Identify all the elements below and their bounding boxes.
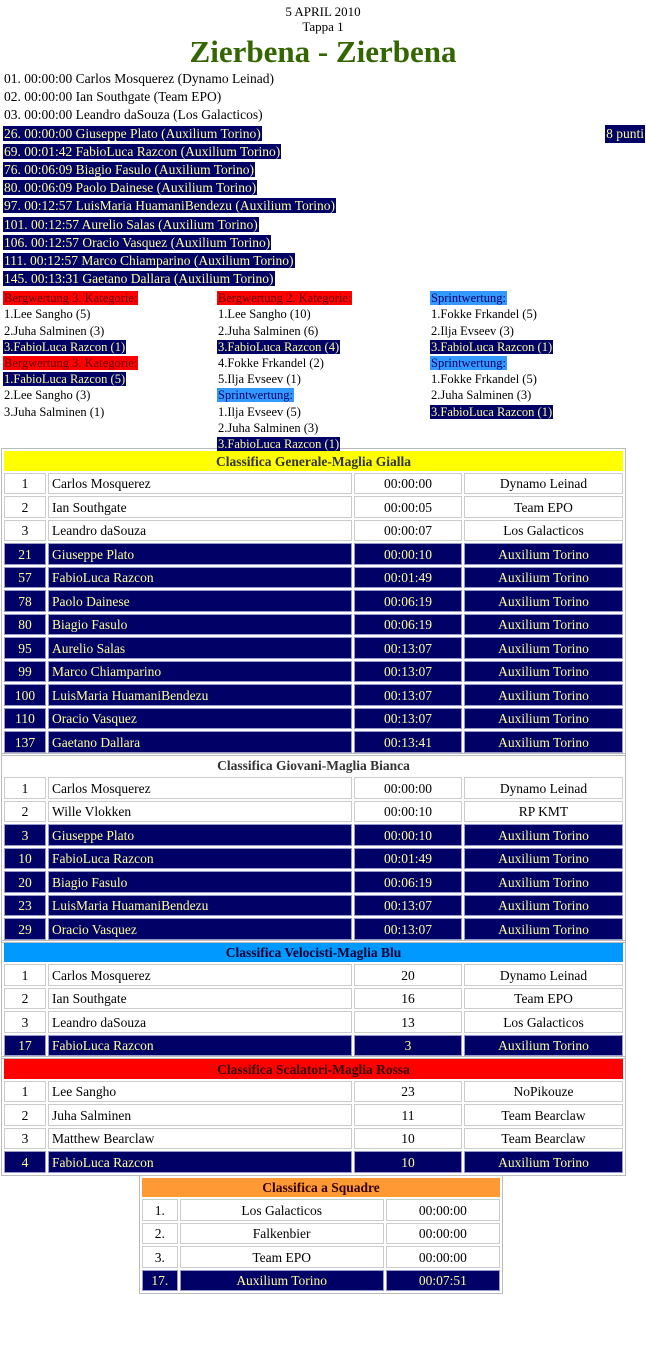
table-row: [4, 473, 623, 495]
table-row: [4, 1104, 623, 1126]
arrival-line: [3, 216, 646, 234]
value-cell: 00:00:10: [354, 543, 462, 565]
arrival-text: 69. 00:01:42 FabioLuca Razcon (Auxilium Torino): [4, 143, 281, 159]
kom-line: [430, 306, 642, 322]
team-cell: Auxilium Torino: [464, 918, 623, 940]
value-cell: 00:13:07: [354, 661, 462, 683]
kom-entry: 2.Juha Salminen (3): [4, 323, 105, 338]
rank-cell: 78: [4, 590, 46, 612]
rider-name-cell: FabioLuca Razcon: [48, 848, 352, 870]
team-cell: RP KMT: [464, 801, 623, 823]
value-cell: 00:13:07: [354, 684, 462, 706]
team-cell: Auxilium Torino: [464, 684, 623, 706]
kom-entry: 3.FabioLuca Razcon (4): [218, 339, 340, 354]
table-row: [142, 1246, 500, 1268]
rank-cell: 2.: [142, 1223, 178, 1245]
team-cell: Los Galacticos: [464, 520, 623, 542]
rider-name-cell: FabioLuca Razcon: [48, 1151, 352, 1173]
arrival-text: 03. 00:00:00 Leandro daSouza (Los Galacticos): [4, 107, 263, 123]
kom-entry: 1.Lee Sangho (5): [4, 307, 91, 322]
value-cell: 00:13:07: [354, 918, 462, 940]
table-row: [142, 1270, 500, 1292]
team-cell: Auxilium Torino: [180, 1270, 384, 1292]
rider-name-cell: Carlos Mosquerez: [48, 473, 352, 495]
value-cell: 00:13:41: [354, 731, 462, 753]
table-row: [4, 1128, 623, 1150]
team-cell: Auxilium Torino: [464, 895, 623, 917]
kom-entry: 2.Juha Salminen (6): [218, 323, 319, 338]
value-cell: 11: [354, 1104, 462, 1126]
rank-cell: 3: [4, 1011, 46, 1033]
value-cell: 16: [354, 988, 462, 1010]
rider-name-cell: Wille Vlokken: [48, 801, 352, 823]
kom-line: [3, 387, 215, 403]
classifica-velocisti-title: Classifica Velocisti-Maglia Blu: [4, 943, 623, 963]
team-cell: Dynamo Leinad: [464, 473, 623, 495]
rider-name-cell: Marco Chiamparino: [48, 661, 352, 683]
team-cell: Auxilium Torino: [464, 871, 623, 893]
arrival-text: 101. 00:12:57 Aurelio Salas (Auxilium Torino): [4, 216, 258, 232]
team-cell: Auxilium Torino: [464, 661, 623, 683]
table-row: [4, 567, 623, 589]
table-row: [4, 918, 623, 940]
intermediate-classifications: [3, 288, 646, 451]
kom-heading: Bergwertung 2. Kategorie:: [218, 291, 352, 306]
table-row: [4, 964, 623, 986]
kom-line: [217, 404, 429, 420]
kom-line: [430, 387, 642, 403]
kom-entry: 1.FabioLuca Razcon (5): [4, 372, 126, 387]
table-row: [4, 637, 623, 659]
table-row: [4, 895, 623, 917]
arrival-line: [3, 252, 646, 270]
team-cell: Auxilium Torino: [464, 731, 623, 753]
value-cell: 23: [354, 1081, 462, 1103]
kom-heading: Sprintwertung:: [431, 291, 506, 306]
rank-cell: 3: [4, 824, 46, 846]
team-cell: Auxilium Torino: [464, 1035, 623, 1057]
rider-name-cell: Carlos Mosquerez: [48, 964, 352, 986]
rank-cell: 3: [4, 1128, 46, 1150]
kom-line: [430, 371, 642, 387]
team-cell: Team Bearclaw: [464, 1128, 623, 1150]
rank-cell: 137: [4, 731, 46, 753]
rank-cell: 1: [4, 964, 46, 986]
table-row: [4, 684, 623, 706]
kom-heading: Bergwertung 3. Kategorie:: [4, 356, 138, 370]
team-cell: Los Galacticos: [464, 1011, 623, 1033]
kom-line: [217, 387, 429, 403]
kom-line: [3, 339, 215, 355]
kom-line: [217, 355, 429, 371]
classifica-velocisti-table: [1, 940, 626, 1060]
kom-line: [430, 355, 642, 371]
rank-cell: 2: [4, 801, 46, 823]
arrival-line: [3, 197, 646, 215]
rider-name-cell: LuisMaria HuamaniBendezu: [48, 895, 352, 917]
rider-name-cell: Oracio Vasquez: [48, 708, 352, 730]
kom-heading: Bergwertung 3. Kategorie:: [4, 291, 138, 306]
table-row: [4, 661, 623, 683]
classifica-giovani-table: [1, 753, 626, 943]
value-cell: 00:00:05: [354, 496, 462, 518]
rider-name-cell: Lee Sangho: [48, 1081, 352, 1103]
rank-cell: 10: [4, 848, 46, 870]
team-cell: Auxilium Torino: [464, 708, 623, 730]
kom-entry: 4.Fokke Frkandel (2): [218, 356, 324, 370]
kom-entry: 3.FabioLuca Razcon (1): [218, 436, 340, 451]
rank-cell: 2: [4, 1104, 46, 1126]
kom-entry: 3.FabioLuca Razcon (1): [4, 339, 126, 354]
kom-column-2: [217, 290, 429, 452]
kom-line: [3, 306, 215, 322]
value-cell: 00:06:19: [354, 871, 462, 893]
arrival-line: [3, 70, 646, 88]
kom-line: [430, 323, 642, 339]
arrival-line: [3, 106, 646, 124]
kom-entry: 3.FabioLuca Razcon (1): [431, 404, 553, 419]
rank-cell: 1: [4, 1081, 46, 1103]
table-row: [4, 731, 623, 753]
arrival-line: [3, 88, 646, 106]
value-cell: 00:06:19: [354, 590, 462, 612]
table-row: [4, 777, 623, 799]
rank-cell: 110: [4, 708, 46, 730]
value-cell: 00:13:07: [354, 895, 462, 917]
kom-line: [217, 323, 429, 339]
kom-entry: 1.Fokke Frkandel (5): [431, 307, 537, 322]
value-cell: 00:00:00: [354, 473, 462, 495]
value-cell: 10: [354, 1151, 462, 1173]
value-cell: 00:13:07: [354, 708, 462, 730]
kom-entry: 2.Juha Salminen (3): [431, 388, 532, 403]
team-cell: Falkenbier: [180, 1223, 384, 1245]
arrival-text: 26. 00:00:00 Giuseppe Plato (Auxilium Torino): [4, 125, 261, 141]
table-row: [4, 1151, 623, 1173]
kom-line: [430, 290, 642, 306]
kom-line: [3, 323, 215, 339]
value-cell: 00:00:00: [386, 1223, 500, 1245]
classifica-squadre-title: Classifica a Squadre: [142, 1178, 500, 1198]
arrival-text: 97. 00:12:57 LuisMaria HuamaniBendezu (Auxilium Torino): [4, 198, 336, 214]
arrival-text: 145. 00:13:31 Gaetano Dallara (Auxilium Torino): [4, 271, 274, 287]
value-cell: 00:00:10: [354, 801, 462, 823]
stage-arrivals: [3, 70, 646, 288]
value-cell: 00:06:19: [354, 614, 462, 636]
team-cell: Auxilium Torino: [464, 614, 623, 636]
kom-column-3: [430, 290, 642, 420]
classifica-scalatori-title: Classifica Scalatori-Maglia Rossa: [4, 1059, 623, 1079]
kom-heading: Sprintwertung:: [218, 388, 293, 403]
team-cell: Team EPO: [464, 496, 623, 518]
rider-name-cell: Carlos Mosquerez: [48, 777, 352, 799]
arrival-text: 80. 00:06:09 Paolo Dainese (Auxilium Torino): [4, 180, 257, 196]
team-cell: Team Bearclaw: [464, 1104, 623, 1126]
table-row: [4, 1035, 623, 1057]
table-row: [142, 1199, 500, 1221]
value-cell: 00:00:10: [354, 824, 462, 846]
kom-entry: 2.Juha Salminen (3): [218, 420, 319, 435]
rider-name-cell: Ian Southgate: [48, 496, 352, 518]
team-cell: Auxilium Torino: [464, 1151, 623, 1173]
rider-name-cell: Ian Southgate: [48, 988, 352, 1010]
team-cell: Dynamo Leinad: [464, 964, 623, 986]
rider-name-cell: LuisMaria HuamaniBendezu: [48, 684, 352, 706]
date: 5 APRIL 2010: [285, 4, 361, 19]
rider-name-cell: Biagio Fasulo: [48, 614, 352, 636]
rank-cell: 17: [4, 1035, 46, 1057]
kom-line: [3, 371, 215, 387]
kom-line: [217, 306, 429, 322]
rider-name-cell: Matthew Bearclaw: [48, 1128, 352, 1150]
rider-name-cell: Leandro daSouza: [48, 1011, 352, 1033]
stage-points: 8 punti: [606, 125, 644, 141]
rank-cell: 95: [4, 637, 46, 659]
value-cell: 00:00:00: [386, 1199, 500, 1221]
arrival-line: [3, 125, 646, 143]
table-row: [4, 1081, 623, 1103]
kom-entry: 5.Ilja Evseev (1): [218, 372, 301, 387]
rider-name-cell: Giuseppe Plato: [48, 824, 352, 846]
rider-name-cell: Giuseppe Plato: [48, 543, 352, 565]
table-row: [4, 801, 623, 823]
kom-entry: 3.FabioLuca Razcon (1): [431, 339, 553, 354]
team-cell: Auxilium Torino: [464, 567, 623, 589]
arrival-text: 111. 00:12:57 Marco Chiamparino (Auxilium Torino): [4, 252, 294, 268]
value-cell: 3: [354, 1035, 462, 1057]
kom-entry: 2.Ilja Evseev (3): [431, 323, 514, 338]
rider-name-cell: Oracio Vasquez: [48, 918, 352, 940]
arrival-text: 76. 00:06:09 Biagio Fasulo (Auxilium Torino): [4, 161, 255, 177]
rider-name-cell: Biagio Fasulo: [48, 871, 352, 893]
table-row: [142, 1223, 500, 1245]
team-cell: Team EPO: [464, 988, 623, 1010]
table-row: [4, 988, 623, 1010]
rank-cell: 1.: [142, 1199, 178, 1221]
value-cell: 00:01:49: [354, 567, 462, 589]
kom-line: [430, 404, 642, 420]
rank-cell: 1: [4, 473, 46, 495]
stage: Tappa 1: [302, 19, 344, 34]
arrival-line: [3, 161, 646, 179]
arrival-text: 106. 00:12:57 Oracio Vasquez (Auxilium Torino): [4, 234, 271, 250]
value-cell: 00:01:49: [354, 848, 462, 870]
table-row: [4, 1011, 623, 1033]
kom-entry: 1.Fokke Frkandel (5): [431, 372, 537, 387]
rank-cell: 99: [4, 661, 46, 683]
rank-cell: 20: [4, 871, 46, 893]
team-cell: Team EPO: [180, 1246, 384, 1268]
kom-line: [217, 371, 429, 387]
table-row: [4, 520, 623, 542]
value-cell: 00:00:00: [386, 1246, 500, 1268]
rank-cell: 4: [4, 1151, 46, 1173]
rank-cell: 2: [4, 496, 46, 518]
kom-line: [3, 404, 215, 420]
rider-name-cell: Aurelio Salas: [48, 637, 352, 659]
arrival-line: [3, 179, 646, 197]
rider-name-cell: Leandro daSouza: [48, 520, 352, 542]
arrival-text: 01. 00:00:00 Carlos Mosquerez (Dynamo Leinad): [4, 71, 274, 86]
kom-heading: Sprintwertung:: [431, 356, 506, 370]
kom-line: [430, 339, 642, 355]
rider-name-cell: FabioLuca Razcon: [48, 567, 352, 589]
value-cell: 00:00:00: [354, 777, 462, 799]
team-cell: Auxilium Torino: [464, 824, 623, 846]
kom-line: [217, 420, 429, 436]
classifica-squadre-table: [139, 1175, 503, 1295]
arrival-line: [3, 234, 646, 252]
table-row: [4, 708, 623, 730]
rank-cell: 3: [4, 520, 46, 542]
table-row: [4, 614, 623, 636]
classifica-generale-table: [1, 448, 626, 756]
table-row: [4, 824, 623, 846]
page-title: Zierbena - Zierbena: [189, 34, 457, 69]
rider-name-cell: Gaetano Dallara: [48, 731, 352, 753]
rider-name-cell: FabioLuca Razcon: [48, 1035, 352, 1057]
team-cell: NoPikouze: [464, 1081, 623, 1103]
rider-name-cell: Juha Salminen: [48, 1104, 352, 1126]
value-cell: 20: [354, 964, 462, 986]
arrival-text: 02. 00:00:00 Ian Southgate (Team EPO): [4, 89, 222, 105]
team-cell: Auxilium Torino: [464, 848, 623, 870]
value-cell: 00:13:07: [354, 637, 462, 659]
classifica-generale-title: Classifica Generale-Maglia Gialla: [4, 451, 623, 471]
kom-entry: 1.Ilja Evseev (5): [218, 404, 301, 419]
rank-cell: 80: [4, 614, 46, 636]
table-row: [4, 871, 623, 893]
table-row: [4, 496, 623, 518]
rank-cell: 2: [4, 988, 46, 1010]
rank-cell: 100: [4, 684, 46, 706]
rank-cell: 21: [4, 543, 46, 565]
value-cell: 13: [354, 1011, 462, 1033]
rider-name-cell: Paolo Dainese: [48, 590, 352, 612]
kom-entry: 1.Lee Sangho (10): [218, 307, 311, 322]
table-row: [4, 590, 623, 612]
value-cell: 00:07:51: [386, 1270, 500, 1292]
value-cell: 00:00:07: [354, 520, 462, 542]
team-cell: Dynamo Leinad: [464, 777, 623, 799]
classifica-giovani-title: Classifica Giovani-Maglia Bianca: [4, 756, 623, 776]
kom-column-1: [3, 290, 215, 420]
arrival-line: [3, 143, 646, 161]
team-cell: Auxilium Torino: [464, 543, 623, 565]
kom-line: [217, 339, 429, 355]
rank-cell: 23: [4, 895, 46, 917]
value-cell: 10: [354, 1128, 462, 1150]
rank-cell: 57: [4, 567, 46, 589]
table-row: [4, 543, 623, 565]
kom-line: [217, 436, 429, 452]
team-cell: Auxilium Torino: [464, 590, 623, 612]
classifica-scalatori-table: [1, 1056, 626, 1176]
rank-cell: 17.: [142, 1270, 178, 1292]
kom-line: [3, 290, 215, 306]
kom-line: [217, 290, 429, 306]
kom-entry: 3.Juha Salminen (1): [4, 404, 105, 419]
table-row: [4, 848, 623, 870]
rank-cell: 29: [4, 918, 46, 940]
arrival-line: [3, 270, 646, 288]
rank-cell: 3.: [142, 1246, 178, 1268]
rank-cell: 1: [4, 777, 46, 799]
team-cell: Los Galacticos: [180, 1199, 384, 1221]
kom-line: [3, 355, 215, 371]
kom-entry: 2.Lee Sangho (3): [4, 388, 91, 403]
team-cell: Auxilium Torino: [464, 637, 623, 659]
